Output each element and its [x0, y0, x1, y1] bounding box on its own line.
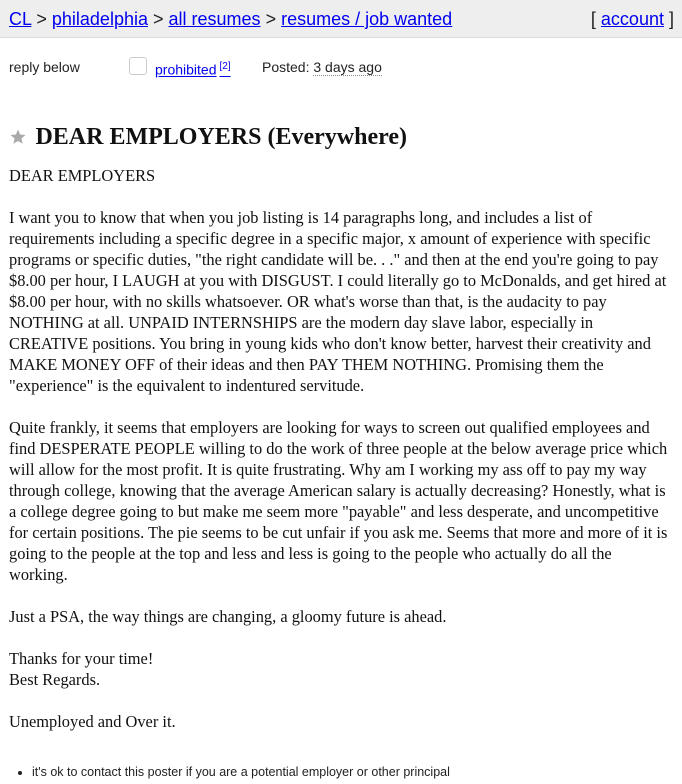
closing-line: Best Regards. [9, 670, 101, 689]
star-icon[interactable] [9, 128, 27, 146]
reply-below-label: reply below [9, 59, 80, 75]
posting-paragraph: I want you to know that when you job listing is 14 paragraphs long, and includes a list of requirements including a specific degree in a specific major, x amount of experience with specific programs or specific duties, "the right candidate will be. . ." and then at the end you're going to pay $8.00 per hour, I LAUGH at you with DISGUST. I could literally go to McDonalds, and get hired at $8.00 per hour, with no skills whatsoever. OR what's worse than that, is the audacity to pay NOTHING at all. UNPAID INTERNSHIPS are the modern day slave labor, especially in CREATIVE positions. You bring in young kids who don't know better, harvest their creativity and MAKE MONEY OFF of their ideas and then PAY THEM NOTHING. Promising them the "experience" is the equivalent to indentured servitude. [9, 208, 667, 395]
prohibited-flag-link[interactable] [155, 58, 231, 79]
prohibited-label: prohibited [155, 61, 217, 78]
posting-title: DEAR EMPLOYERS (Everywhere) [35, 124, 407, 150]
posting-paragraph: DEAR EMPLOYERS [9, 166, 156, 185]
flag-checkbox[interactable] [129, 57, 147, 75]
closing-line: Thanks for your time! [9, 649, 154, 668]
breadcrumb-section-link[interactable]: all resumes [168, 9, 261, 29]
account-close-bracket: ] [668, 9, 674, 29]
closing-block [9, 648, 673, 690]
flag-count: [2] [219, 61, 231, 72]
posting-title-row [9, 122, 407, 152]
breadcrumb-city-link[interactable]: philadelphia [51, 9, 148, 29]
signature: Unemployed and Over it. [9, 712, 176, 731]
breadcrumb-separator: > [265, 9, 277, 29]
posted-label: Posted: [262, 59, 310, 75]
account-link[interactable]: account [600, 9, 664, 29]
posting-paragraph: Quite frankly, it seems that employers are looking for ways to screen out qualified employees and find DESPERATE PEOPLE willing to do the work of three people at the below average price which will allow for the most profit. It is quite frustrating. Why am I working my ass off to pay my way through college, knowing that the average American salary is actually decreasing? Honestly, what is a college degree going to but make me seem more "payable" and less desperate, and uncompetitive for certain positions. The pie seems to be cut unfair if you ask me. Seems that more and more of it is going to the people at the top and less and less is going to the people who actually do all the working. [9, 418, 668, 584]
breadcrumb [9, 8, 452, 30]
top-bar [0, 0, 682, 38]
breadcrumb-separator: > [36, 9, 47, 29]
posted-ago: 3 days ago [313, 59, 382, 75]
breadcrumb-separator: > [153, 9, 164, 29]
posting-body [9, 165, 673, 753]
breadcrumb-home-link[interactable]: CL [9, 9, 32, 29]
post-info-bar [9, 57, 673, 79]
posted-date [262, 58, 382, 76]
account-nav [591, 8, 674, 30]
breadcrumb-category-link[interactable]: resumes / job wanted [281, 9, 453, 29]
account-open-bracket: [ [590, 9, 596, 29]
posting-paragraph: Just a PSA, the way things are changing, a gloomy future is ahead. [9, 607, 447, 626]
notice-item: • it's ok to contact this poster if you are a potential employer or other principal [32, 764, 450, 780]
notices-list [14, 764, 450, 780]
